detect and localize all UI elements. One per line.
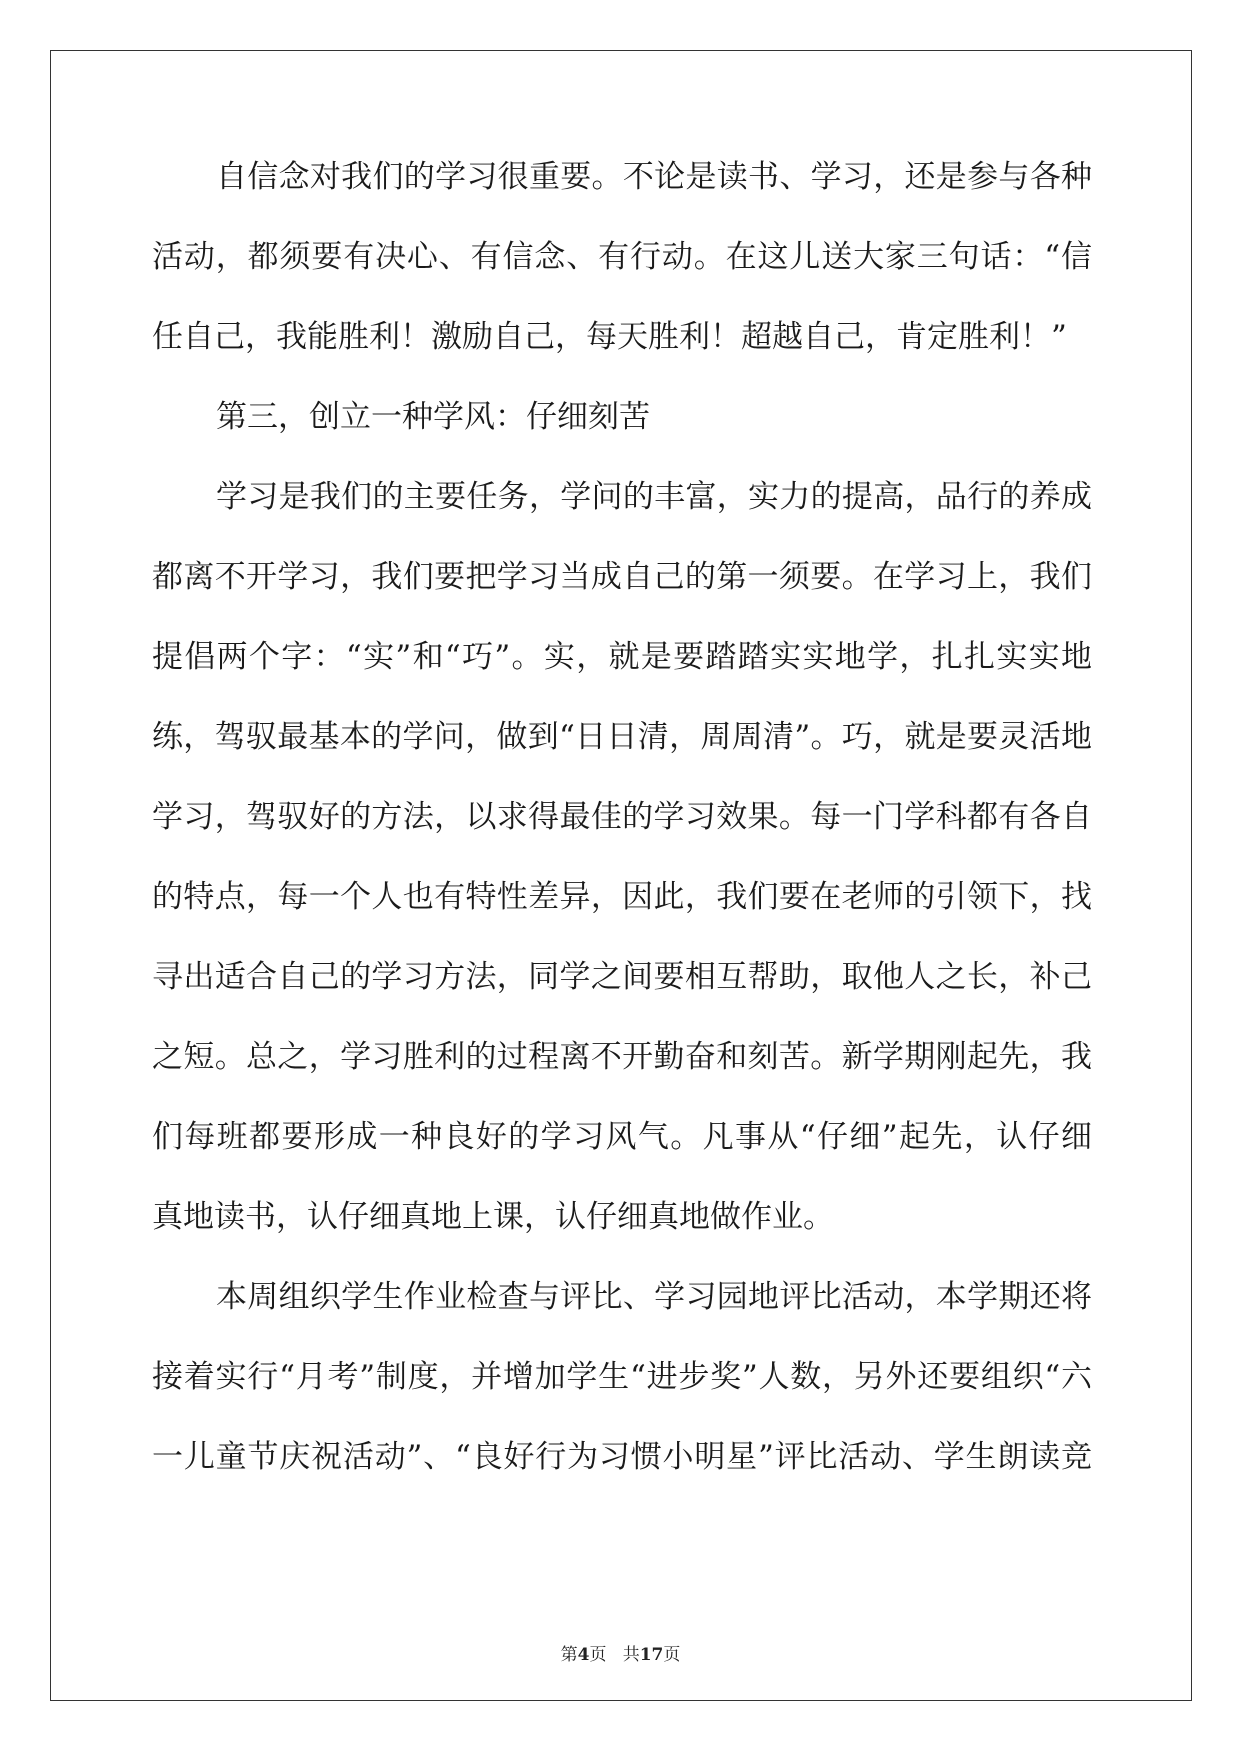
text-line: 之短。总之，学习胜利的过程离不开勤奋和刻苦。新学期刚起先，我 (152, 1039, 1092, 1075)
footer-total-suffix: 页 (663, 1645, 681, 1665)
footer-page-suffix: 页 (589, 1645, 607, 1665)
text-line: 提倡两个字：“实”和“巧”。实，就是要踏踏实实地学，扎扎实实地 (152, 639, 1092, 675)
text-line: 都离不开学习，我们要把学习当成自己的第一须要。在学习上，我们 (152, 559, 1092, 595)
text-line: 本周组织学生作业检查与评比、学习园地评比活动，本学期还将 (216, 1279, 1092, 1315)
total-page-count: 17 (639, 1645, 664, 1665)
text-line: 真地读书，认仔细真地上课，认仔细真地做作业。 (152, 1199, 834, 1235)
text-line: 一儿童节庆祝活动”、“良好行为习惯小明星”评比活动、学生朗读竞 (152, 1439, 1092, 1475)
current-page-number: 4 (577, 1645, 590, 1665)
section-heading: 第三，创立一种学风：仔细刻苦 (216, 399, 650, 435)
text-line: 活动，都须要有决心、有信念、有行动。在这儿送大家三句话：“信 (152, 239, 1092, 275)
text-line: 任自己，我能胜利！激励自己，每天胜利！超越自己，肯定胜利！” (152, 319, 1067, 355)
document-body (152, 160, 1092, 1520)
text-line: 学习，驾驭好的方法，以求得最佳的学习效果。每一门学科都有各自 (152, 799, 1092, 835)
footer-prefix: 第 (560, 1645, 578, 1665)
text-line: 的特点，每一个人也有特性差异，因此，我们要在老师的引领下，找 (152, 879, 1092, 915)
text-line: 接着实行“月考”制度，并增加学生“进步奖”人数，另外还要组织“六 (152, 1359, 1092, 1395)
text-line: 们每班都要形成一种良好的学习风气。凡事从“仔细”起先，认仔细 (152, 1119, 1092, 1155)
footer-total-prefix: 共 (622, 1645, 640, 1665)
text-line: 寻出适合自己的学习方法，同学之间要相互帮助，取他人之长，补己 (152, 959, 1092, 995)
page-footer (0, 1640, 1241, 1665)
text-line: 自信念对我们的学习很重要。不论是读书、学习，还是参与各种 (216, 159, 1092, 195)
text-line: 学习是我们的主要任务，学问的丰富，实力的提高，品行的养成 (216, 479, 1092, 515)
text-line: 练，驾驭最基本的学问，做到“日日清，周周清”。巧，就是要灵活地 (152, 719, 1092, 755)
